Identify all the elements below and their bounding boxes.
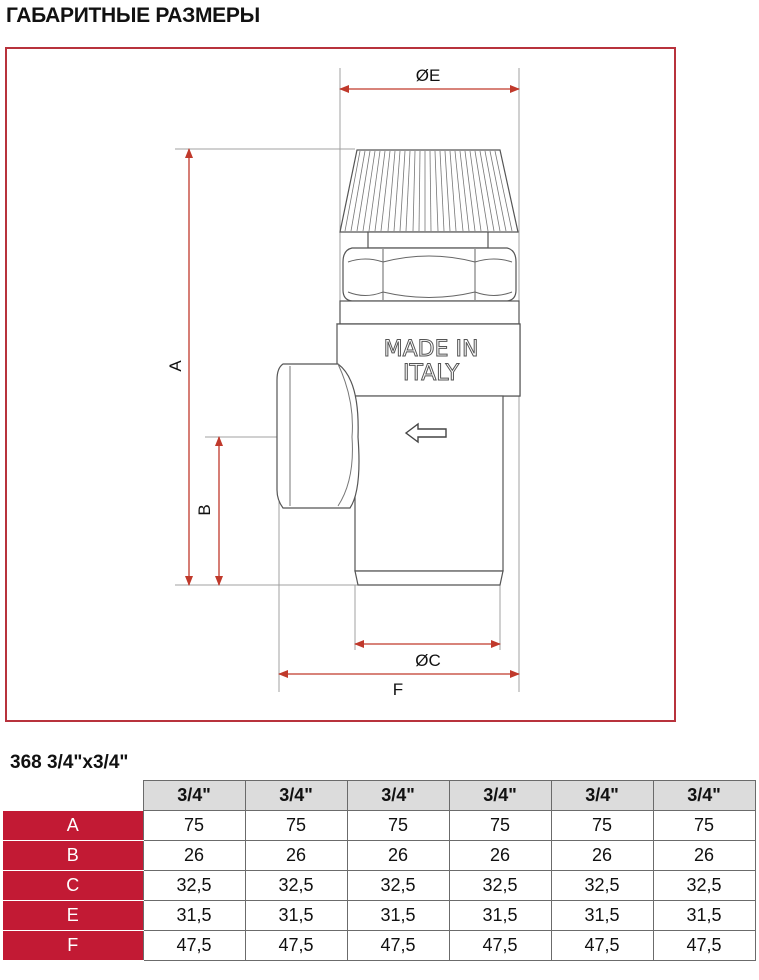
- table-cell: 26: [143, 841, 245, 871]
- column-header: 3/4": [653, 781, 755, 811]
- table-cell: 31,5: [653, 901, 755, 931]
- table-cell: 32,5: [449, 871, 551, 901]
- flange: [340, 301, 519, 324]
- table-cell: 47,5: [143, 931, 245, 961]
- table-row: [3, 841, 755, 871]
- table-cell: 31,5: [551, 901, 653, 931]
- table-cell: 32,5: [245, 871, 347, 901]
- knurled-cap: [340, 150, 518, 232]
- body-marking-line1: MADE IN: [383, 337, 479, 362]
- row-header: F: [3, 931, 143, 961]
- table-cell: 26: [449, 841, 551, 871]
- table-cell: 75: [653, 811, 755, 841]
- column-header: 3/4": [143, 781, 245, 811]
- table-row: [3, 811, 755, 841]
- table-cell: 47,5: [551, 931, 653, 961]
- label-f: F: [392, 680, 404, 699]
- dimensions-table: [3, 780, 756, 961]
- table-header-row: [3, 781, 755, 811]
- table-cell: 31,5: [449, 901, 551, 931]
- label-a: A: [166, 360, 185, 372]
- row-header: B: [3, 841, 143, 871]
- column-header: 3/4": [347, 781, 449, 811]
- label-oe: ØE: [415, 66, 441, 85]
- column-header: 3/4": [449, 781, 551, 811]
- table-row: [3, 931, 755, 961]
- table-cell: 26: [653, 841, 755, 871]
- table-row: [3, 871, 755, 901]
- table-cell: 75: [245, 811, 347, 841]
- table-cell: 47,5: [449, 931, 551, 961]
- column-header: 3/4": [245, 781, 347, 811]
- cap-neck: [368, 232, 488, 248]
- page-title: ГАБАРИТНЫЕ РАЗМЕРЫ: [6, 4, 260, 27]
- table-cell: 32,5: [347, 871, 449, 901]
- table-cell: 47,5: [245, 931, 347, 961]
- table-cell: 75: [347, 811, 449, 841]
- label-oc: ØC: [415, 651, 441, 670]
- table-cell: 47,5: [653, 931, 755, 961]
- column-header: 3/4": [551, 781, 653, 811]
- table-cell: 47,5: [347, 931, 449, 961]
- row-header: E: [3, 901, 143, 931]
- table-cell: 31,5: [245, 901, 347, 931]
- table-cell: 31,5: [347, 901, 449, 931]
- table-cell: 26: [551, 841, 653, 871]
- table-cell: 31,5: [143, 901, 245, 931]
- lower-body: [355, 396, 503, 571]
- table-cell: 75: [551, 811, 653, 841]
- table-cell: 75: [449, 811, 551, 841]
- row-header: C: [3, 871, 143, 901]
- bottom-thread: [355, 571, 503, 585]
- table-cell: 32,5: [551, 871, 653, 901]
- valve-body: [277, 150, 520, 585]
- model-title: 368 3/4"x3/4": [10, 752, 129, 773]
- table-corner: [3, 781, 143, 811]
- row-header: A: [3, 811, 143, 841]
- body-marking-line2: ITALY: [402, 361, 460, 386]
- table-cell: 26: [347, 841, 449, 871]
- table-cell: 75: [143, 811, 245, 841]
- table-cell: 32,5: [653, 871, 755, 901]
- table-row: [3, 901, 755, 931]
- label-b: B: [195, 504, 214, 516]
- table-cell: 32,5: [143, 871, 245, 901]
- table-cell: 26: [245, 841, 347, 871]
